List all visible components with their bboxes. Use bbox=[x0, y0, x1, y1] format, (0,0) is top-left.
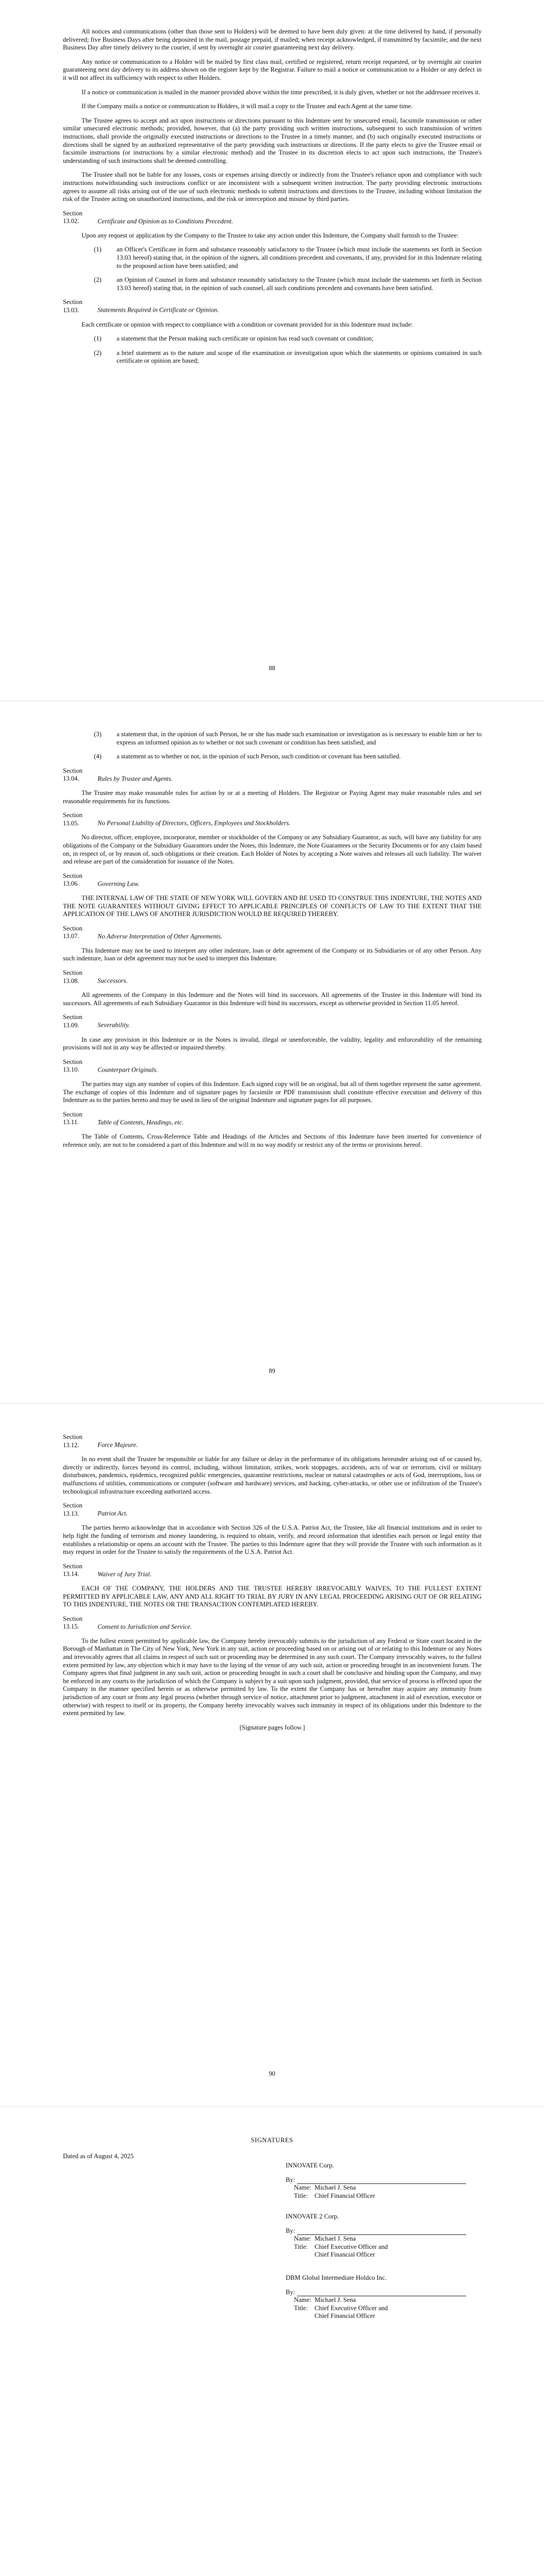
section-heading bbox=[63, 872, 482, 888]
section-number: Section 13.15. bbox=[63, 1615, 83, 1631]
section-heading bbox=[63, 1502, 482, 1518]
clause-text: a brief statement as to the nature and scope of the examination or investigation upon which the statements or opinions contained in such certificate or opinion are based; bbox=[117, 349, 482, 365]
section-heading bbox=[63, 811, 482, 827]
section-title: Counterpart Originals. bbox=[97, 1066, 158, 1074]
section-title: Waiver of Jury Trial. bbox=[97, 1570, 152, 1578]
section-number: Section 13.05. bbox=[63, 811, 83, 827]
section-heading bbox=[63, 298, 482, 314]
signer-title: Chief Executive Officer and bbox=[315, 2304, 388, 2312]
section-number: Section 13.03. bbox=[63, 298, 83, 314]
name-label: Name: bbox=[294, 2235, 311, 2243]
section-number: Section 13.09. bbox=[63, 1013, 83, 1029]
section-heading bbox=[63, 1563, 482, 1579]
signature-line bbox=[286, 2227, 471, 2235]
section-number: Section 13.02. bbox=[63, 209, 83, 225]
section-heading bbox=[63, 210, 482, 226]
paragraph: If the Company mails a notice or communication to Holders, it will mail a copy to the Trustee and each Agent at the same time. bbox=[81, 103, 413, 110]
signature-block bbox=[286, 2162, 471, 2200]
paragraph: THE INTERNAL LAW OF THE STATE OF NEW YORK WILL GOVERN AND BE USED TO CONSTRUE THIS INDENTURE, THE NOTES AND THE NOTE GUARANTEES WITHOUT GIVING EFFECT TO APPLICABLE PRINCIPLES OF CONFLICTS OF LAW TO THE EXTENT THAT THE APPLICATION OF THE LAWS OF ANOTHER JURISDICTION WOULD BE REQUIRED THEREBY. bbox=[63, 894, 482, 918]
paragraph: Any notice or communication to a Holder will be mailed by first class mail, certified or registered, return receipt requested, or by overnight air courier guaranteeing next day delivery to its address shown on the register kept by the Registrar. Failure to mail a notice or communication to a Holder or any defect in it will not affect its sufficiency with respect to other Holders. bbox=[63, 58, 482, 81]
signer-name-row bbox=[286, 2235, 471, 2243]
section-title: Consent to Jurisdiction and Service. bbox=[97, 1623, 192, 1631]
section-title: No Adverse Interpretation of Other Agreements. bbox=[97, 933, 223, 940]
signature-rule bbox=[297, 2289, 466, 2296]
signature-line bbox=[286, 2176, 471, 2184]
clause bbox=[63, 753, 482, 761]
signer-name-row bbox=[286, 2184, 471, 2192]
paragraph: The Trustee agrees to accept and act upon instructions or directions pursuant to this Indenture sent by unsecured email, facsimile transmission or other similar unsecured electronic methods; provided, however, that (a) the party providing such written instructions, subsequent to such transmission of written instructions, shall provide the originally executed instructions or directions to the Trustee in a timely manner, and (b) such originally executed instructions or directions shall be signed by an authorized representative of the party providing such instructions or directions. If the party elects to give the Trustee email or facsimile instructions (or instructions by a similar electronic method) and the Trustee in its discretion elects to act upon such instructions, the Trustee's understanding of such instructions shall be deemed controlling. bbox=[63, 116, 482, 164]
paragraph: All notices and communications (other than those sent to Holders) will be deemed to have been duly given: at the time delivered by hand, if personally delivered; five Business Days after being deposited in the mail, postage prepaid, if mailed; when receipt acknowledged, if transmitted by facsimile; and the next Business Day after timely delivery to the courier, if sent by overnight air courier guaranteeing next day delivery. bbox=[63, 28, 482, 52]
section-number: Section 13.08. bbox=[63, 969, 83, 985]
paragraph: EACH OF THE COMPANY, THE HOLDERS AND THE TRUSTEE HEREBY IRREVOCABLY WAIVES, TO THE FULLEST EXTENT PERMITTED BY APPLICABLE LAW, ANY AND ALL RIGHT TO TRIAL BY JURY IN ANY LEGAL PROCEEDING ARISING OUT OF OR RELATING TO THIS INDENTURE, THE NOTES OR THE TRANSACTION CONTEMPLATED HEREBY. bbox=[63, 1584, 482, 1608]
signer-title-row bbox=[286, 2304, 471, 2313]
section-number: Section 13.04. bbox=[63, 767, 83, 783]
clause-text: an Officer's Certificate in form and substance reasonably satisfactory to the Trustee (which must include the statements set forth in Section 13.03 hereof) stating that, in the opinion of the signers, all conditions precedent and covenants, if any, provided for in this Indenture relating to the proposed action have been satisfied; and bbox=[117, 246, 482, 269]
section-number: Section 13.07. bbox=[63, 924, 83, 940]
title-label: Title: bbox=[294, 2243, 308, 2250]
section-heading bbox=[63, 1615, 482, 1631]
title-label: Title: bbox=[294, 2192, 308, 2199]
clause-label: (4) bbox=[94, 753, 102, 760]
section-title: Governing Law. bbox=[97, 880, 140, 888]
company-name: INNOVATE Corp. bbox=[286, 2162, 334, 2169]
paragraph: No director, officer, employee, incorporator, member or stockholder of the Company or any Subsidiary Guarantor, as such, will have any liability for any obligations of the Company or the Subsidiary Guarantors under the Notes, this Indenture, the Note Guarantees or the Security Documents or for any claim based on, in respect of, or by reason of, such obligations or their creation. Each Holder of Notes by accepting a Note waives and releases all such liability. The waiver and release are part of the consideration for issuance of the Notes. bbox=[63, 834, 482, 866]
page-90-content bbox=[63, 1433, 482, 1738]
signer-title-line-2: Chief Financial Officer bbox=[315, 2251, 375, 2259]
page-number: 88 bbox=[269, 665, 275, 672]
company-name: INNOVATE 2 Corp. bbox=[286, 2213, 339, 2220]
page-divider bbox=[0, 2106, 544, 2107]
section-title: Force Majeure. bbox=[97, 1441, 138, 1449]
page-divider bbox=[0, 1403, 544, 1404]
section-title: Rules by Trustee and Agents. bbox=[97, 775, 173, 783]
title-label: Title: bbox=[294, 2304, 308, 2312]
clause-label: (1) bbox=[94, 335, 102, 343]
paragraph: All agreements of the Company in this Indenture and the Notes will bind its successors. All agreements of the Trustee in this Indenture will bind its successors. All agreements of each Subsidiary Guarantor in this Indenture will bind its successors, except as otherwise provided in Section 11.05 hereof. bbox=[63, 991, 482, 1007]
signer-title-line-2: Chief Financial Officer bbox=[315, 2312, 375, 2320]
section-number: Section 13.12. bbox=[63, 1433, 83, 1449]
signature-block bbox=[286, 2274, 471, 2320]
section-title: Table of Contents, Headings, etc. bbox=[97, 1118, 184, 1126]
section-heading bbox=[63, 1013, 482, 1029]
name-label: Name: bbox=[294, 2296, 311, 2304]
paragraph: Each certificate or opinion with respect to compliance with a condition or covenant provided for in this Indenture must include: bbox=[81, 320, 413, 328]
paragraph: The parties may sign any number of copies of this Indenture. Each signed copy will be an original, but all of them together represent the same agreement. The exchange of copies of this Indenture and of signature pages by facsimile or PDF transmission shall constitute effective execution and delivery of this Indenture as to the parties hereto and may be used in lieu of the original Indenture and signature pages for all purposes. bbox=[63, 1080, 482, 1104]
section-number: Section 13.10. bbox=[63, 1058, 83, 1074]
signature-block bbox=[286, 2213, 471, 2259]
page-number: 89 bbox=[269, 1367, 275, 1375]
section-heading bbox=[63, 1058, 482, 1074]
by-label: By: bbox=[286, 2227, 295, 2234]
section-number: Section 13.13. bbox=[63, 1502, 83, 1517]
clause-label: (3) bbox=[94, 731, 102, 738]
signature-pages-follow: [Signature pages follow.] bbox=[239, 1723, 305, 1731]
section-title: Successors. bbox=[97, 977, 128, 985]
section-title: Statements Required in Certificate or Opinion. bbox=[97, 307, 219, 314]
page-88-content bbox=[63, 28, 482, 371]
signer-title-row bbox=[286, 2192, 471, 2200]
clause bbox=[63, 246, 482, 270]
section-number: Section 13.06. bbox=[63, 872, 83, 888]
signature-rule bbox=[297, 2227, 466, 2235]
paragraph: The parties hereto acknowledge that in accordance with Section 326 of the U.S.A. Patriot Act, the Trustee, like all financial institutions and in order to help fight the funding of terrorism and money laundering, is required to obtain, verify, and record information that identifies each person or legal entity that establishes a relationship or opens an account with the Trustee. The parties to this Indenture agree that they will provide the Trustee with such information as it may request in order for the Trustee to satisfy the requirements of the U.S.A. Patriot Act. bbox=[63, 1524, 482, 1556]
signatures-title: SIGNATURES bbox=[251, 2137, 293, 2144]
section-title: Severability. bbox=[97, 1022, 130, 1029]
section-heading bbox=[63, 767, 482, 783]
dated-line: Dated as of August 4, 2025 bbox=[63, 2153, 134, 2160]
section-heading bbox=[63, 925, 482, 941]
clause-label: (1) bbox=[94, 246, 102, 253]
section-title: Certificate and Opinion as to Conditions Precedent. bbox=[97, 217, 234, 225]
section-title: No Personal Liability of Directors, Officers, Employees and Stockholders. bbox=[97, 819, 291, 827]
section-number: Section 13.11. bbox=[63, 1110, 83, 1126]
section-number: Section 13.14. bbox=[63, 1562, 83, 1578]
signer-name-row bbox=[286, 2296, 471, 2304]
paragraph: The Trustee may make reasonable rules for action by or at a meeting of Holders. The Registrar or Paying Agent may make reasonable rules and set reasonable requirements for its functions. bbox=[63, 789, 482, 805]
clause-label: (2) bbox=[94, 349, 102, 357]
paragraph: In no event shall the Trustee be responsible or liable for any failure or delay in the performance of its obligations hereunder arising out of or caused by, directly or indirectly, forces beyond its control, including, without limitation, strikes, work stoppages, accidents, acts of war or terrorism, civil or military disturbances, pandemics, epidemics, recognized public emergencies, quarantine restrictions, nuclear or natural catastrophes or acts of God, interruptions, loss or malfunctions of utilities, communications or computer (software and hardware) services, and hacking, cyber-attacks, or other use or infiltration of the Trustee's technological infrastructure exceeding authorized access. bbox=[63, 1455, 482, 1495]
signer-title: Chief Executive Officer and bbox=[315, 2243, 388, 2250]
clause-text: an Opinion of Counsel in form and substance reasonably satisfactory to the Trustee (which must include the statements set forth in Section 13.03 hereof) stating that, in the opinion of such counsel, all such conditions precedent and covenants have been satisfied. bbox=[117, 276, 482, 292]
clause-text: a statement that the Person making such certificate or opinion has read such covenant or condition; bbox=[117, 335, 374, 343]
signer-title-row bbox=[286, 2243, 471, 2251]
page-number: 90 bbox=[269, 2070, 275, 2077]
paragraph: In case any provision in this Indenture or in the Notes is invalid, illegal or unenforceable, the validity, legality and enforceability of the remaining provisions will not in any way be affected or impaired thereby. bbox=[63, 1036, 482, 1052]
signer-title: Chief Financial Officer bbox=[315, 2192, 375, 2199]
clause-label: (2) bbox=[94, 276, 102, 284]
paragraph: To the fullest extent permitted by applicable law, the Company hereby irrevocably submits to the jurisdiction of any Federal or State court located in the Borough of Manhattan in The City of New York, New York in any suit, action or proceeding based on or arising out of or relating to this Indenture or any Notes and irrevocably agrees that all claims in respect of such suit or proceeding may be determined in any such court. The Company irrevocably waives, to the fullest extent permitted by law, any objection which it may have to the laying of the venue of any such suit, action or proceeding brought in an inconvenient forum. The Company agrees that final judgment in any such suit, action or proceeding brought in such a court shall be conclusive and binding upon the Company, and may be enforced in any courts to the jurisdiction of which the Company is subject by a suit upon such judgment, provided, that service of process is effected upon the Company in the manner specified herein or as otherwise permitted by law. To the extent the Company has or hereafter may acquire any immunity from jurisdiction of any court or from any legal process (whether through service of notice, attachment prior to judgment, attachment in aid of execution, executor or otherwise) with respect to itself or its property, the Company hereby irrevocably waives such immunity in respect of its obligations under this Indenture to the extent permitted by law. bbox=[63, 1637, 482, 1717]
page-89-content bbox=[63, 731, 482, 1155]
clause bbox=[63, 349, 482, 365]
section-heading bbox=[63, 969, 482, 985]
signature-rule bbox=[297, 2176, 466, 2184]
clause bbox=[63, 731, 482, 747]
paragraph: The Table of Contents, Cross-Reference Table and Headings of the Articles and Sections of this Indenture have been inserted for convenience of reference only, are not to be considered a part of this Indenture and will in no way modify or restrict any of the terms or provisions hereof. bbox=[63, 1132, 482, 1148]
clause bbox=[63, 335, 482, 343]
clause-text: a statement that, in the opinion of such Person, he or she has made such examination or investigation as is necessary to enable him or her to express an informed opinion as to whether or not such covenant or condition has been satisfied; and bbox=[117, 731, 482, 746]
signer-title-row-2 bbox=[286, 2251, 471, 2259]
signer-name: Michael J. Sena bbox=[315, 2235, 356, 2243]
signer-name: Michael J. Sena bbox=[315, 2184, 356, 2192]
signer-name: Michael J. Sena bbox=[315, 2296, 356, 2304]
company-name: DBM Global Intermediate Holdco Inc. bbox=[286, 2274, 387, 2281]
signer-title-row-2 bbox=[286, 2312, 471, 2320]
by-label: By: bbox=[286, 2288, 295, 2296]
clause-text: a statement as to whether or not, in the opinion of such Person, such condition or covenant has been satisfied. bbox=[117, 753, 401, 760]
paragraph: This Indenture may not be used to interpret any other indenture, loan or debt agreement of the Company or its Subsidiaries or of any other Person. Any such indenture, loan or debt agreement may not be used to interpret this Indenture. bbox=[63, 946, 482, 962]
paragraph: If a notice or communication is mailed in the manner provided above within the time prescribed, it is duly given, whether or not the addressee receives it. bbox=[81, 88, 481, 96]
clause bbox=[63, 276, 482, 292]
section-title: Patriot Act. bbox=[97, 1510, 128, 1517]
by-label: By: bbox=[286, 2176, 295, 2183]
section-heading bbox=[63, 1433, 482, 1449]
name-label: Name: bbox=[294, 2184, 311, 2192]
signature-line bbox=[286, 2289, 471, 2297]
paragraph: Upon any request or application by the Company to the Trustee to take any action under this Indenture, the Company shall furnish to the Trustee: bbox=[81, 231, 459, 239]
section-heading bbox=[63, 1111, 482, 1127]
paragraph: The Trustee shall not be liable for any losses, costs or expenses arising directly or indirectly from the Trustee's reliance upon and compliance with such instructions notwithstanding such instructions conflict or are inconsistent with a subsequent written instruction. The party providing electronic instructions agrees to assume all risks arising out of the use of such electronic methods to submit instructions and directions to the Trustee, including without limitation the risk of the Trustee acting on unauthorized instructions, and the risk or interception and misuse by third parties. bbox=[63, 171, 482, 203]
